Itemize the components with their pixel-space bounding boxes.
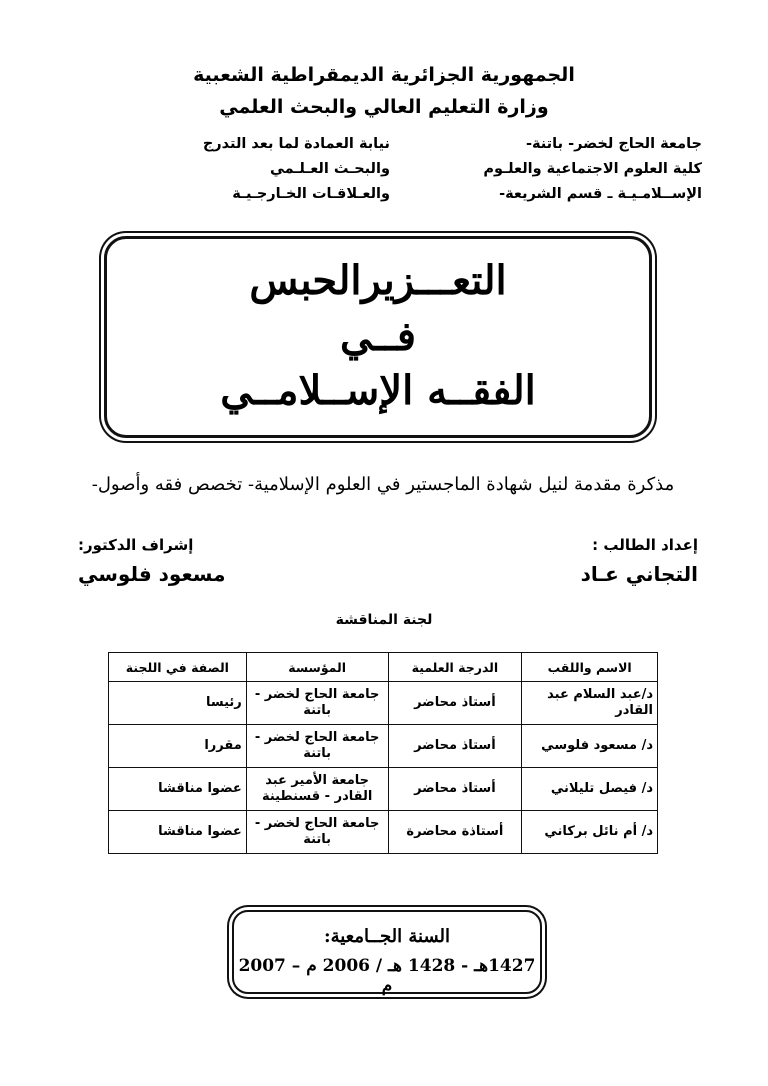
table-row bbox=[109, 725, 658, 768]
title-line-2: فــي bbox=[340, 313, 416, 360]
deanery-line: نيابة العمادة لما بعد التدرج bbox=[202, 136, 390, 152]
member-role: مقررا bbox=[109, 725, 247, 768]
supervisor-label: إشراف الدكتور: bbox=[78, 536, 194, 554]
header-name: الاسم واللقب bbox=[522, 653, 658, 682]
header-role: الصفة في اللجنة bbox=[109, 653, 247, 682]
title-line-3: الفقــه الإســلامــي bbox=[220, 367, 536, 414]
member-role: عضوا مناقشا bbox=[109, 811, 247, 854]
deanery-block bbox=[130, 132, 390, 207]
ministry-header: وزارة التعليم العالي والبحث العلمي bbox=[219, 96, 549, 118]
academic-year-label: السنة الجــامعية: bbox=[323, 926, 451, 947]
header-institution: المؤسسة bbox=[246, 653, 388, 682]
student-name: التجاني عـاد bbox=[580, 562, 698, 586]
memo-description: مذكرة مقدمة لنيل شهادة الماجستير في العلوم الإسلامية- تخصص فقه وأصول- bbox=[91, 474, 675, 495]
deanery-line: والبحـث العـلـمي bbox=[270, 161, 390, 177]
member-name: د/عبد السلام عبد القادر bbox=[522, 682, 658, 725]
member-role: عضوا مناقشا bbox=[109, 768, 247, 811]
member-name: د/ أم نائل بركاني bbox=[522, 811, 658, 854]
member-institution: جامعة الحاج لخضر - باتنة bbox=[246, 725, 388, 768]
member-grade: أستاذ محاضر bbox=[388, 768, 522, 811]
header-grade: الدرجة العلمية bbox=[388, 653, 522, 682]
table-row bbox=[109, 682, 658, 725]
academic-year-box bbox=[232, 910, 542, 994]
member-grade: أستاذة محاضرة bbox=[388, 811, 522, 854]
member-grade: أستاذ محاضر bbox=[388, 725, 522, 768]
member-institution: جامعة الحاج لخضر - باتنة bbox=[246, 682, 388, 725]
jury-header-row bbox=[109, 653, 658, 682]
university-block bbox=[472, 132, 702, 207]
university-line: الإســلامـيـة ـ قسم الشريعة- bbox=[499, 186, 702, 202]
table-row bbox=[109, 768, 658, 811]
republic-header: الجمهورية الجزائرية الديمقراطية الشعبية bbox=[193, 64, 575, 86]
member-name: د/ مسعود فلوسي bbox=[522, 725, 658, 768]
table-row bbox=[109, 811, 658, 854]
deanery-line: والعـلاقـات الخـارجـيـة bbox=[232, 186, 390, 202]
member-grade: أستاذ محاضر bbox=[388, 682, 522, 725]
member-name: د/ فيصل تليلاني bbox=[522, 768, 658, 811]
student-label: إعداد الطالب : bbox=[592, 536, 698, 554]
committee-title: لجنة المناقشة bbox=[335, 612, 433, 628]
jury-table bbox=[108, 652, 658, 854]
member-role: رئيسا bbox=[109, 682, 247, 725]
supervisor-name: مسعود فلوسي bbox=[78, 562, 226, 586]
university-line: جامعة الحاج لخضر- باتنة- bbox=[525, 136, 702, 152]
title-box bbox=[104, 236, 652, 438]
member-institution: جامعة الأمير عبد القادر - قسنطينة bbox=[246, 768, 388, 811]
member-institution: جامعة الحاج لخضر - باتنة bbox=[246, 811, 388, 854]
university-line: كلية العلوم الاجتماعية والعلـوم bbox=[483, 161, 702, 177]
academic-year-value: 1427هـ - 1428 هـ / 2006 م – 2007 م bbox=[238, 956, 536, 996]
title-line-1: التعـــزيرالحبس bbox=[249, 257, 507, 304]
